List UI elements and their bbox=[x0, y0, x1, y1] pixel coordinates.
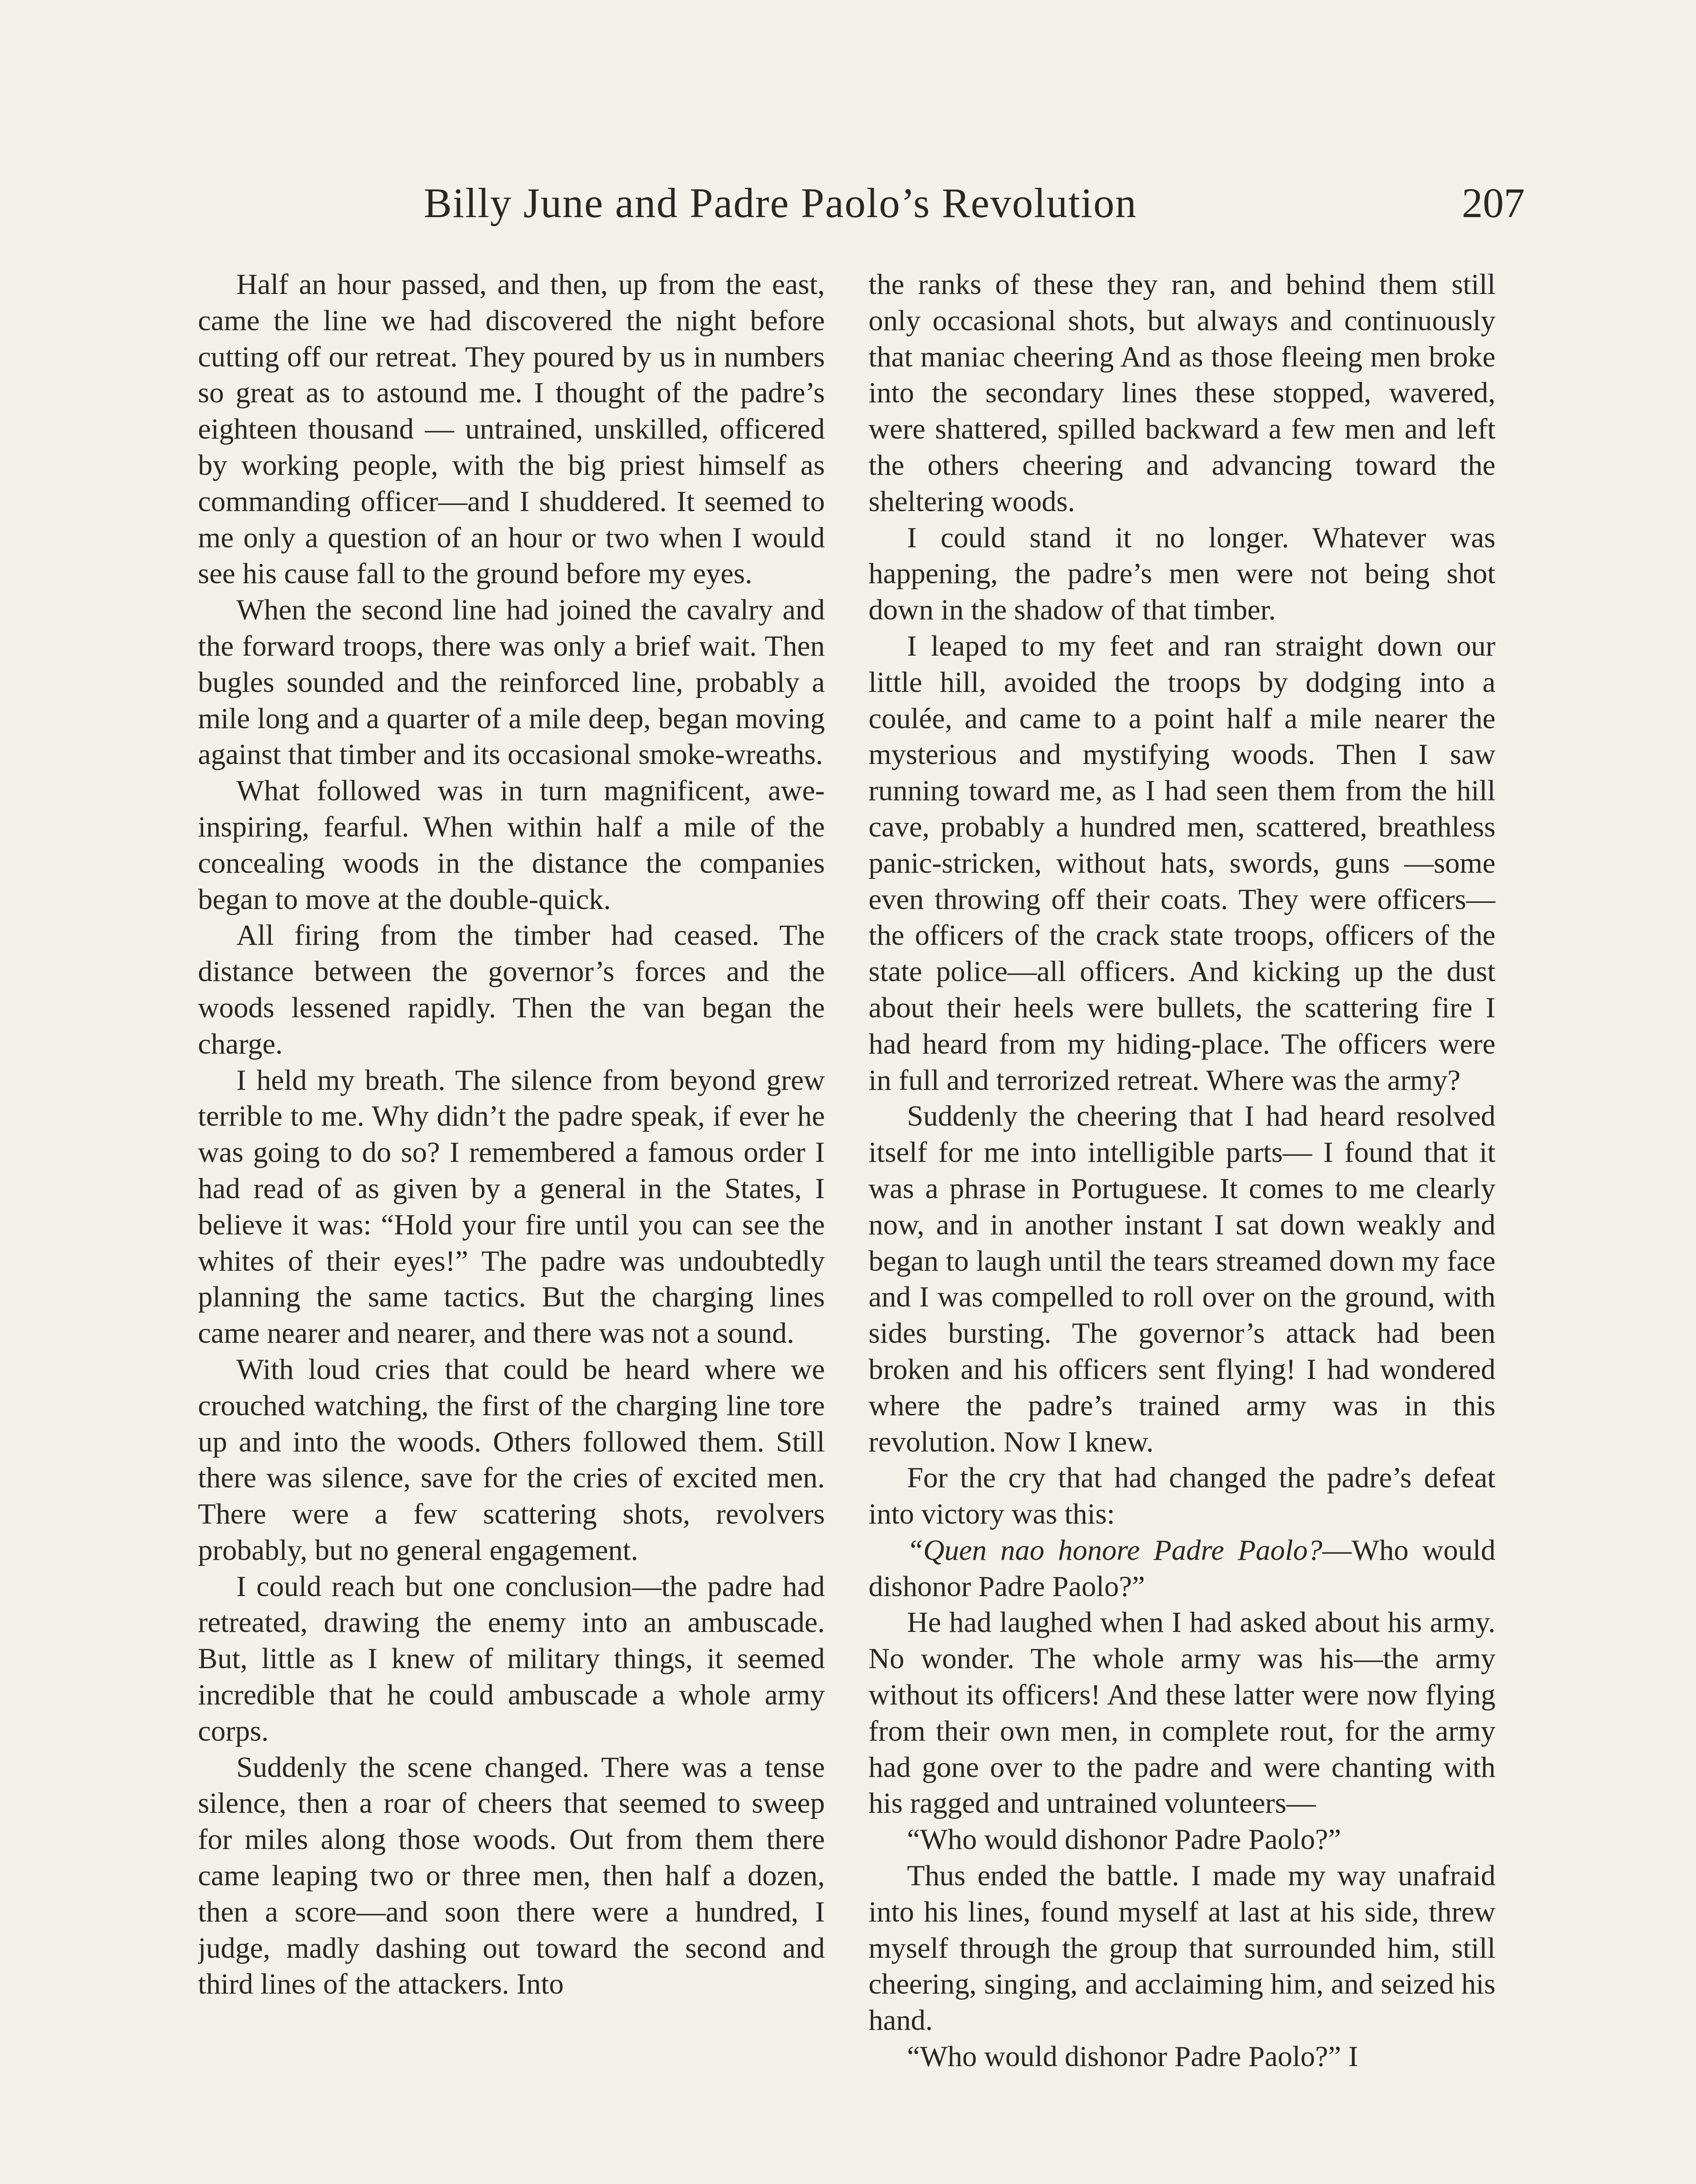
page-number: 207 bbox=[1462, 180, 1525, 226]
paragraph: For the cry that had changed the padre’s defeat into victory was this: bbox=[869, 1462, 1495, 1531]
paragraph: All firing from the timber had ceased. The distance between the governor’s forces and the woods lessened rapidly. Then the van began the charge. bbox=[198, 919, 825, 1060]
running-title: Billy June and Padre Paolo’s Revolution bbox=[424, 180, 1137, 226]
portuguese-phrase: “Quen nao honore Padre Paolo? bbox=[907, 1534, 1322, 1566]
paragraph: I held my breath. The silence from beyond grew terrible to me. Why didn’t the padre speak, if ever he was going to do so? I remembered a famous order I had read of as given by a general in the States, I believe it was: “Hold your fire until you can see the whites of their eyes!” The padre was undoubtedly planning the same tactics. But the charging lines came nearer and nearer, and there was not a sound. bbox=[198, 1064, 825, 1350]
paragraph: “Who would dishonor Padre Paolo?” I bbox=[907, 2040, 1358, 2073]
paragraph: I could stand it no longer. Whatever was happening, the padre’s men were not being shot down in the shadow of that timber. bbox=[869, 521, 1495, 626]
paragraph: Suddenly the cheering that I had heard resolved itself for me into intelligible parts— I found that it was a phrase in Portuguese. It comes to me clearly now, and in another instant I sat down weakly and began to laugh until the tears streamed down my face and I was compelled to roll over on the ground, with sides bursting. The governor’s attack had been broken and his officers sent flying! I had wondered where the padre’s trained army was in this revolution. Now I knew. bbox=[869, 1100, 1495, 1458]
left-column bbox=[198, 266, 825, 2184]
quote-paragraph bbox=[869, 1532, 1495, 1605]
paragraph: I leaped to my feet and ran straight down our little hill, avoided the troops by dodging into a coulée, and came to a point half a mile nearer the mysterious and mystifying woods. Then I saw running toward me, as I had seen them from the hill cave, probably a hundred men, scattered, breathless panic-stricken, without hats, swords, guns —some even throwing off their coats. They were officers—the officers of the crack state troops, officers of the state police—all officers. And kicking up the dust about their heels were bullets, the scattering fire I had heard from my hiding-place. The officers were in full and terrorized retreat. Where was the army? bbox=[869, 629, 1495, 1096]
paragraph: “Who would dishonor Padre Paolo?” bbox=[907, 1823, 1341, 1856]
right-column bbox=[869, 266, 1495, 2184]
quote-translation: —Who would dishonor Padre Paolo?” bbox=[869, 1534, 1495, 1603]
paragraph: Thus ended the battle. I made my way unafraid into his lines, found myself at last at his side, threw myself through the group that surrounded him, still cheering, singing, and acclaiming him, and seized his hand. bbox=[869, 1859, 1495, 2037]
paragraph-continued: the ranks of these they ran, and behind them still only occasional shots, but always and continuously that maniac cheering And as those fleeing men broke into the secondary lines these stopped, wavered, were shattered, spilled backward a few men and left the others cheering and advancing toward the sheltering woods. bbox=[869, 268, 1495, 518]
paragraph: Half an hour passed, and then, up from the east, came the line we had discovered the night before cutting off our retreat. They poured by us in numbers so great as to astound me. I thought of the padre’s eighteen thousand — untrained, unskilled, officered by working people, with the big priest himself as commanding officer—and I shuddered. It seemed to me only a question of an hour or two when I would see his cause fall to the ground before my eyes. bbox=[198, 268, 825, 590]
paragraph: I could reach but one conclusion—the padre had retreated, drawing the enemy into an ambuscade. But, little as I knew of military things, it seemed incredible that he could ambuscade a whole army corps. bbox=[198, 1570, 825, 1747]
paragraph: He had laughed when I had asked about his army. No wonder. The whole army was his—the army without its officers! And these latter were now flying from their own men, in complete rout, for the army had gone over to the padre and were chanting with his ragged and untrained volunteers— bbox=[869, 1606, 1495, 1820]
paragraph: What followed was in turn magnificent, awe-inspiring, fearful. When within half a mile of the concealing woods in the distance the companies began to move at the double-quick. bbox=[198, 774, 825, 916]
paragraph: With loud cries that could be heard where we crouched watching, the first of the charging line tore up and into the woods. Others followed them. Still there was silence, save for the cries of excited men. There were a few scattering shots, revolvers probably, but no general engagement. bbox=[198, 1353, 825, 1566]
paragraph: When the second line had joined the cavalry and the forward troops, there was only a brief wait. Then bugles sounded and the reinforced line, probably a mile long and a quarter of a mile deep, began moving against that timber and its occasional smoke-wreaths. bbox=[198, 594, 825, 771]
paragraph: Suddenly the scene changed. There was a tense silence, then a roar of cheers that seemed to sweep for miles along those woods. Out from them there came leaping two or three men, then half a dozen, then a score—and soon there were a hundred, I judge, madly dashing out toward the second and third lines of the attackers. Into bbox=[198, 1751, 825, 2001]
page-header bbox=[301, 173, 1525, 234]
